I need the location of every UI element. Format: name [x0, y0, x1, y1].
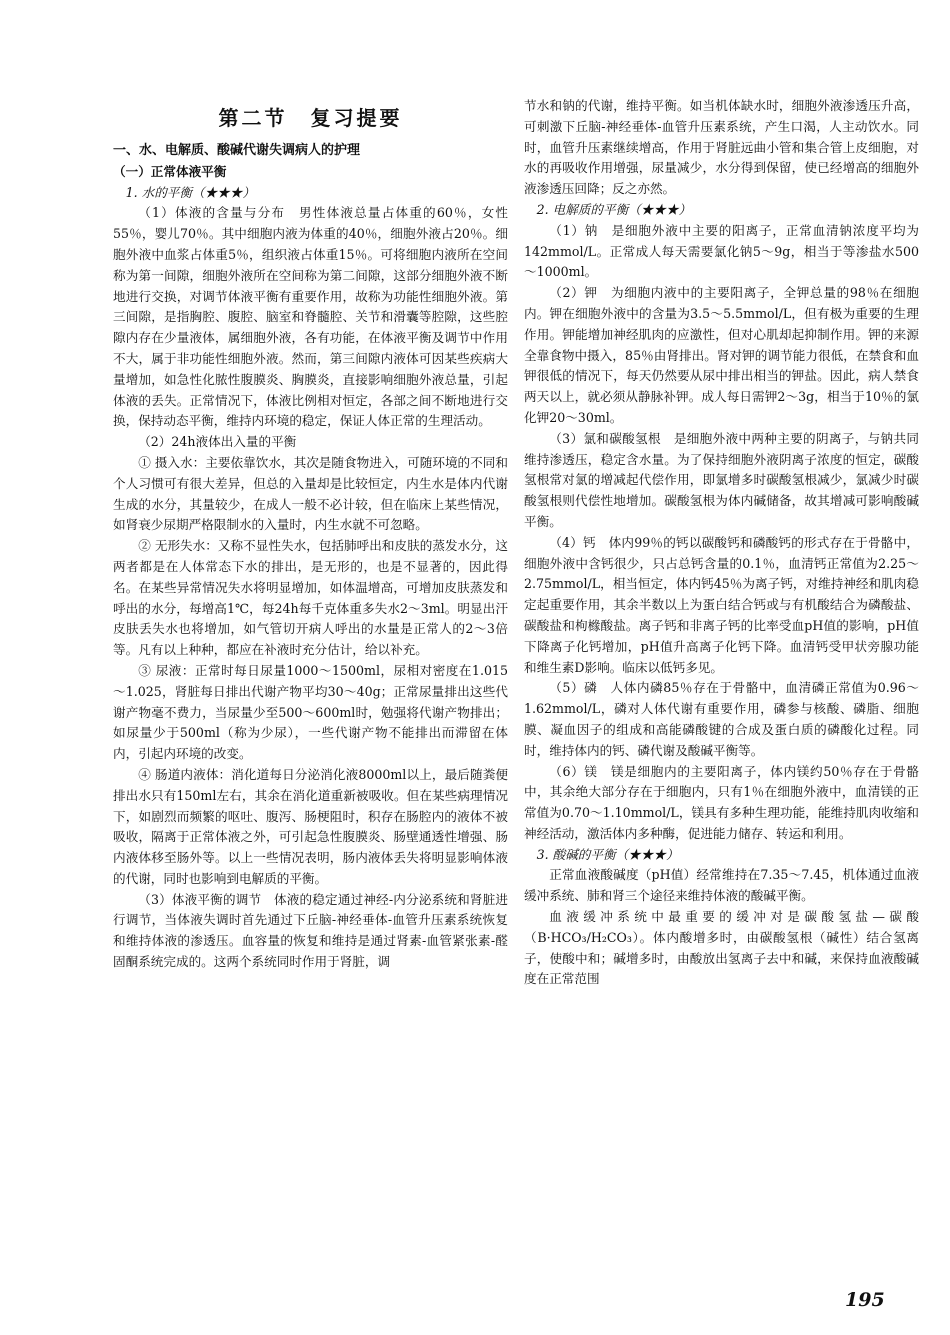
paragraph: （5）磷 人体内磷85％存在于骨骼中，血清磷正常值为0.96～1.62mmol/L，磷对人体代谢有重要作用，磷参与核酸、磷脂、细胞膜、凝血因子的组成和高能磷酸键的合成及蛋白质的磷酸化过程。同时，维持体内的钙、磷代谢及酸碱平衡等。 [524, 680, 919, 758]
right-column [524, 96, 919, 990]
paragraph: （3）氯和碳酸氢根 是细胞外液中两种主要的阴离子，与钠共同维持渗透压，稳定含水量。为了保持细胞外液阴离子浓度的恒定，碳酸氢根常对氯的增减起代偿作用，即氯增多时碳酸氢根减少，氯减少时碳酸氢根则代偿性地增加。碳酸氢根为体内碱储备，故其增减可影响酸碱平衡。 [524, 430, 919, 529]
paragraph: （4）钙 体内99％的钙以碳酸钙和磷酸钙的形式存在于骨骼中，细胞外液中含钙很少，只占总钙含量的0.1％，血清钙正常值为2.25～2.75mmol/L，相当恒定，体内钙45％为离子钙，对维持神经和肌肉稳定起重要作用，其余半数以上为蛋白结合钙或与有机酸结合为磷酸盐、碳酸盐和枸橼酸盐。离子钙和非离子钙的比率受血pH值的影响，pH值下降离子化钙增加，pH值升高离子化钙下降。血清钙受甲状旁腺功能和维生素D影响。临床以低钙多见。 [524, 534, 919, 675]
subheading-acid-base-balance: 3. 酸碱的平衡（★★★） [536, 846, 679, 862]
left-column [113, 95, 508, 973]
subheading-water-balance: 1. 水的平衡（★★★） [125, 184, 255, 200]
paragraph: 正常血液酸碱度（pH值）经常维持在7.35～7.45，机体通过血液缓冲系统、肺和肾三个途径来维持体液的酸碱平衡。 [524, 867, 919, 904]
paragraph: （3）体液平衡的调节 体液的稳定通过神经-内分泌系统和肾脏进行调节，当体液失调时首先通过下丘脑-神经垂体-血管升压素系统恢复和维持体液的渗透压。血容量的恢复和维持是通过肾素-血管紧张素-醛固酮系统完成的。这两个系统同时作用于肾脏，调 [113, 891, 508, 970]
paragraph: ② 无形失水：又称不显性失水，包括肺呼出和皮肤的蒸发水分，这两者都是在人体常态下水的排出，是无形的，也是不显著的，因此得名。在某些异常情况失水将明显增加，如体温增高，可增加皮肤蒸发和呼出的水分，每增高1℃，每24h每千克体重多失水2～3ml。明显出汗皮肤丢失水也将增加，如气管切开病人呼出的水量是正常人的2～3倍等。凡有以上种种，都应在补液时充分估计，给以补充。 [113, 538, 508, 658]
paragraph: ① 摄入水：主要依靠饮水，其次是随食物进入，可随环境的不同和个人习惯可有很大差异，但总的入量却是比较恒定，内生水是体内代谢生成的水分，其量较少，在成人一般不必计较，但在临床上某些情况，如肾衰少尿期严格限制水的入量时，内生水就不可忽略。 [113, 454, 508, 533]
paragraph: （1）体液的含量与分布 男性体液总量占体重的60％，女性55％，婴儿70％。其中细胞内液为体重的40％，细胞外液占20％。细胞外液中血浆占体重5％，组织液占体重15％。可将细胞内液所在空间称为第一间隙，细胞外液所在空间称为第二间隙，这部分细胞外液不断地进行交换，对调节体液平衡有重要作用，故称为功能性细胞外液。第三间隙，是指胸腔、腹腔、脑室和脊髓腔、关节和滑囊等腔隙，这些腔隙内存在少量液体，属细胞外液，各有功能，在体液平衡及调节中作用不大，属于非功能性细胞外液。然而，第三间隙内液体可因某些疾病大量增加，如急性化脓性腹膜炎、胸膜炎，直接影响细胞外液总量，引起体液的丢失。正常情况下，体液比例相对恒定，各部之间不断地进行交换，保持动态平衡，维持内环境的稳定，保证人体正常的生理活动。 [113, 205, 508, 429]
paragraph: ③ 尿液：正常时每日尿量1000～1500ml，尿相对密度在1.015～1.025，肾脏每日排出代谢产物平均30～40g；正常尿量排出这些代谢产物毫不费力，当尿量少至500～600ml时，勉强将代谢产物排出；如尿量少于500ml（称为少尿），一些代谢产物不能排出而滞留在体内，引起内环境的改变。 [113, 662, 508, 762]
page-number: 195 [845, 1289, 885, 1311]
subheading-electrolyte-balance: 2. 电解质的平衡（★★★） [536, 201, 692, 217]
paragraph: （2）24h液体出入量的平衡 [138, 434, 297, 450]
paragraph: 血液缓冲系统中最重要的缓冲对是碳酸氢盐—碳酸（B·HCO₃/H₂CO₃）。体内酸增多时，由碳酸氢根（碱性）结合氢离子，使酸中和；碱增多时，由酸放出氢离子去中和碱，来保持血液酸碱度在正常范围 [524, 909, 919, 987]
heading-1: 一、水、电解质、酸碱代谢失调病人的护理 [113, 143, 361, 158]
heading-2: （一）正常体液平衡 [113, 163, 227, 179]
paragraph: （2）钾 为细胞内液中的主要阳离子，全钾总量的98％在细胞内。钾在细胞外液中的含量为3.5～5.5mmol/L，但有极为重要的生理作用。钾能增加神经肌肉的应激性，但对心肌却起抑制作用。钾的来源全靠食物中摄入，85％由肾排出。肾对钾的调节能力很低，在禁食和血钾很低的情况下，每天仍然要从尿中排出相当的钾盐。因此，病人禁食两天以上，就必须从静脉补钾。成人每日需钾2～3g，相当于10％的氯化钾20～30ml。 [524, 285, 919, 425]
section-title: 第二节 复习提要 [218, 106, 403, 130]
paragraph: （6）镁 镁是细胞内的主要阳离子，体内镁约50％存在于骨骼中，其余绝大部分存在于细胞内，只有1％在细胞外液中，血清镁的正常值为0.70～1.10mmol/L，镁具有多种生理功能，能维持肌肉收缩和神经活动，激活体内多种酶，促进能力储存、转运和利用。 [524, 763, 919, 841]
paragraph: 节水和钠的代谢，维持平衡。如当机体缺水时，细胞外液渗透压升高，可刺激下丘脑-神经垂体-血管升压素系统，产生口渴，人主动饮水。同时，血管升压素继续增高，作用于肾脏远曲小管和集合管上皮细胞，对水的再吸收作用增强，尿量减少，水分得到保留，使已经增高的细胞外液渗透压回降；反之亦然。 [524, 98, 919, 197]
paragraph: ④ 肠道内液体：消化道每日分泌消化液8000ml以上，最后随粪便排出水只有150ml左右，其余在消化道重新被吸收。但在某些病理情况下，如剧烈而频繁的呕吐、腹泻、肠梗阻时，积存在肠腔内的液体不被吸收，隔离于正常体液之外，可引起急性腹膜炎、肠壁通透性增强、肠内液体移至肠外等。以上一些情况表明，肠内液体丢失将明显影响体液的代谢，同时也影响到电解质的平衡。 [113, 766, 508, 886]
paragraph: （1）钠 是细胞外液中主要的阳离子，正常血清钠浓度平均为142mmol/L。正常成人每天需要氯化钠5～9g，相当于等渗盐水500～1000ml。 [524, 222, 919, 280]
